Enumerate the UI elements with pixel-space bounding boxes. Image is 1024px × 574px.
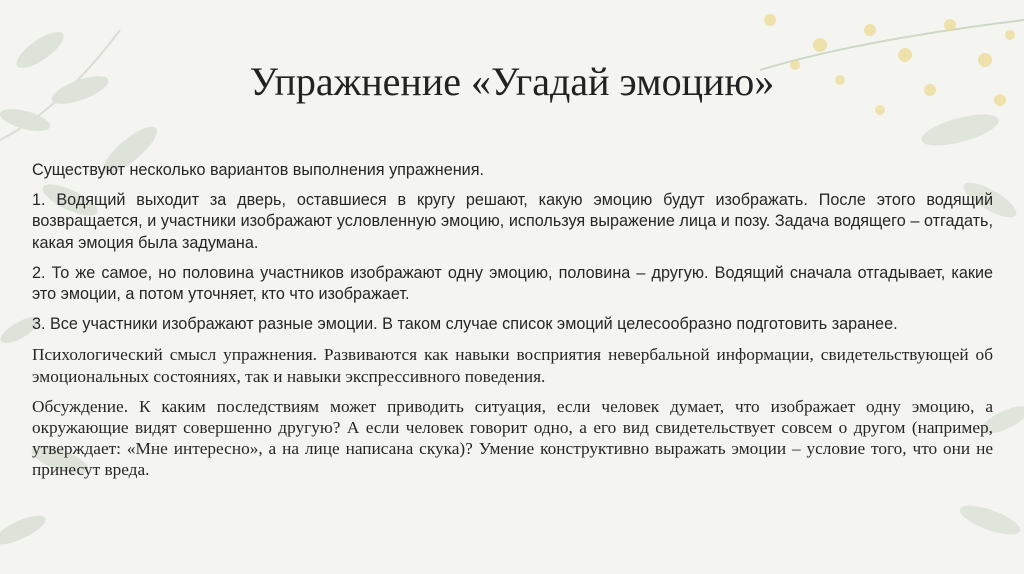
paragraph-variant-3: 3. Все участники изображают разные эмоции. В таком случае список эмоций целесообразно подготовить заранее. — [32, 315, 898, 334]
paragraph-discussion: Обсуждение. К каким последствиям может приводить ситуация, если человек думает, что изображает одну эмоцию, а окружающие видят совершенно другую? А если человек говорит одно, а его вид свидетельствует совсем о другом (например, утверждает: «Мне интересно», а на лице написана скука)? Умение конструктивно выражать эмоции – условие того, что они не принесут вреда. — [32, 396, 993, 480]
paragraph-variant-1: 1. Водящий выходит за дверь, оставшиеся в кругу решают, какую эмоцию будут изображать. После этого водящий возвращается, и участники изображают условленную эмоцию, используя выражение лица и позу. Задача водящего – отгадать, какая эмоция была задумана. — [32, 191, 993, 252]
paragraph-psychological-meaning: Психологический смысл упражнения. Развиваются как навыки восприятия невербальной информации, свидетельствующей об эмоциональных состояниях, так и навыки экспрессивного поведения. — [32, 345, 993, 386]
slide-title: Упражнение «Угадай эмоцию» — [249, 59, 775, 104]
paragraph-intro: Существуют несколько вариантов выполнения упражнения. — [32, 161, 484, 179]
paragraph-variant-2: 2. То же самое, но половина участников изображают одну эмоцию, половина – другую. Водящий сначала отгадывает, какие это эмоции, а потом уточняет, кто что изображает. — [32, 263, 993, 304]
slide-content — [32, 160, 993, 490]
